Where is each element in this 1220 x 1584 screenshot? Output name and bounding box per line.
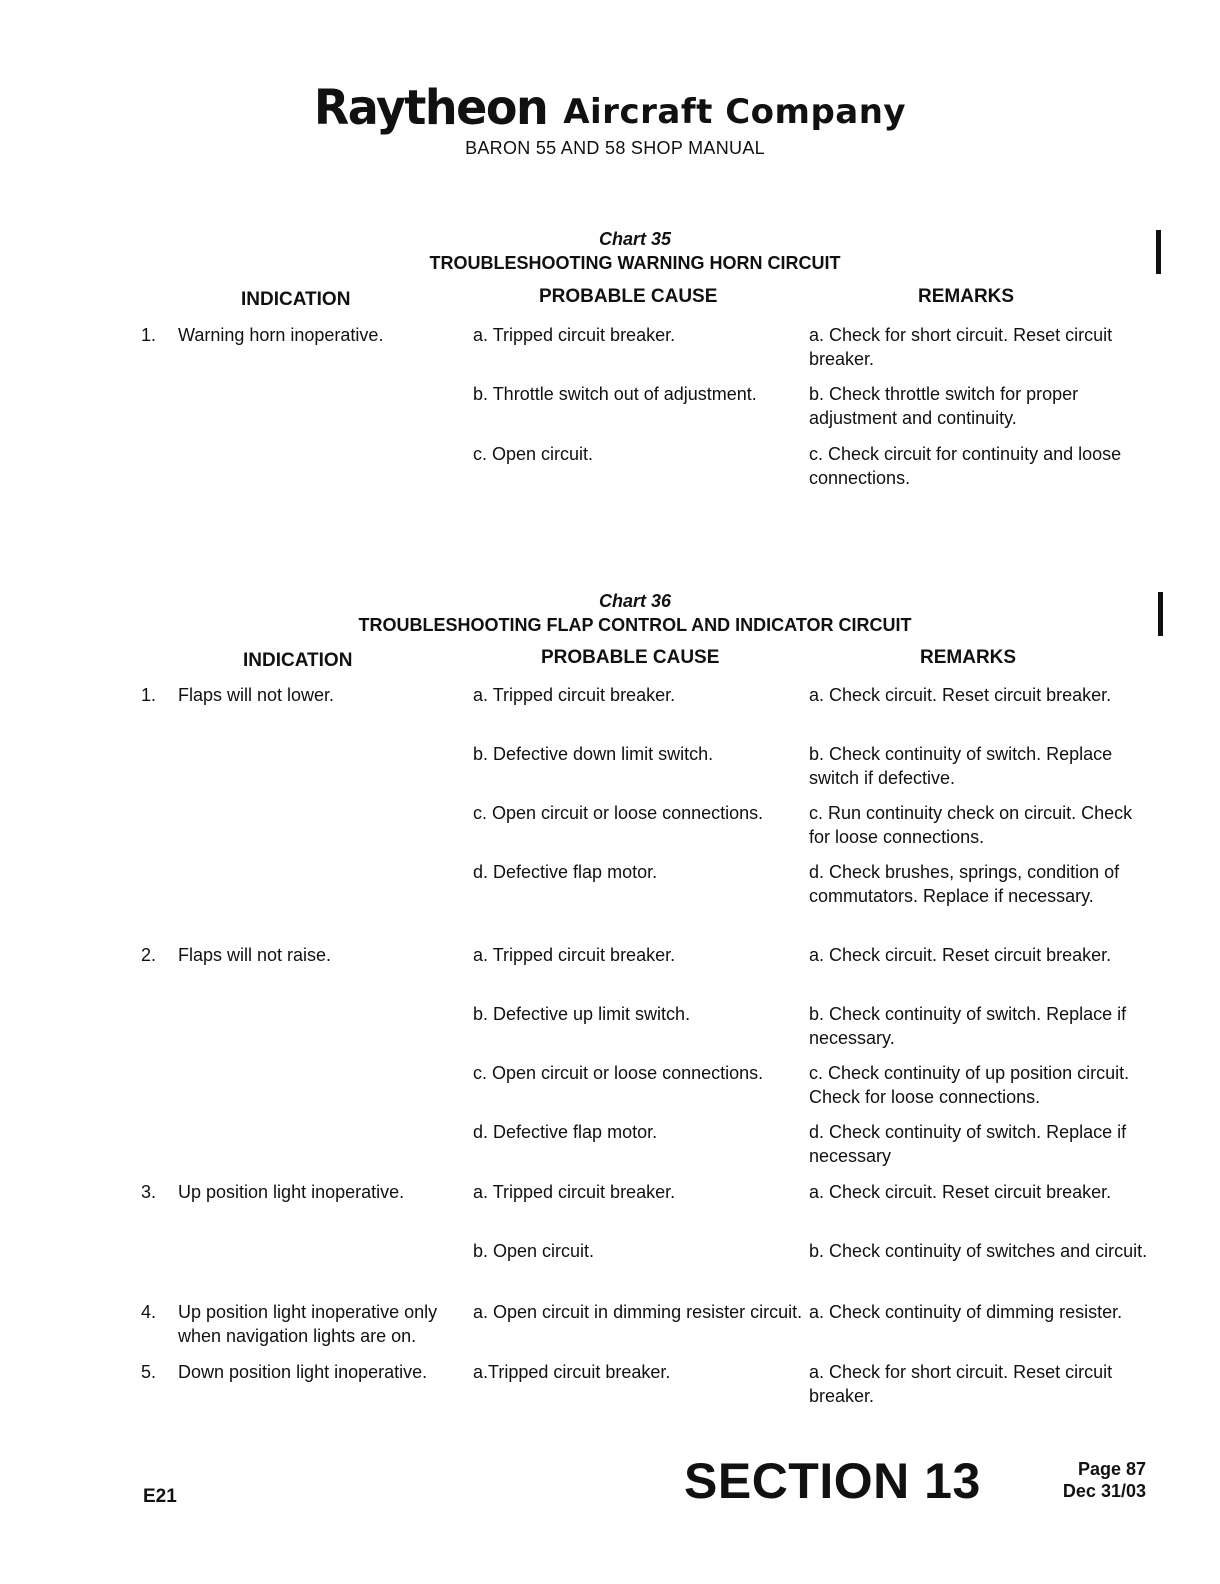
row-indication: Up position light inoperative. xyxy=(178,1182,405,1202)
chart36-col-remarks: REMARKS xyxy=(920,647,1017,668)
brand-name: Raytheon xyxy=(313,78,548,136)
row-remark: d. Check brushes, springs, condition of commutators. Replace if necessary. xyxy=(809,862,1120,906)
row-number: 3. xyxy=(141,1182,157,1202)
row-indication: Flaps will not raise. xyxy=(178,945,332,965)
page-info xyxy=(1040,1458,1146,1502)
chart35-heading xyxy=(0,227,1220,275)
brand-tail: Aircraft Company xyxy=(563,92,907,132)
effectivity-code: E21 xyxy=(143,1486,177,1507)
row-remark: a. Check continuity of dimming resister. xyxy=(809,1302,1123,1322)
row-number: 2. xyxy=(141,945,157,965)
row-cause: a.Tripped circuit breaker. xyxy=(473,1362,671,1382)
row-cause: b. Open circuit. xyxy=(473,1241,595,1261)
chart36-heading xyxy=(0,589,1220,637)
revision-date: Dec 31/03 xyxy=(1062,1481,1146,1501)
row-remark: a. Check for short circuit. Reset circuit breaker. xyxy=(809,325,1113,369)
row-cause: a. Open circuit in dimming resister circuit. xyxy=(473,1302,803,1322)
row-remark: c. Check continuity of up position circuit. Check for loose connections. xyxy=(809,1063,1130,1107)
chart35-col-cause: PROBABLE CAUSE xyxy=(539,286,718,307)
company-logo xyxy=(0,80,1220,134)
row-remark: a. Check circuit. Reset circuit breaker. xyxy=(809,685,1112,705)
row-cause: c. Open circuit. xyxy=(473,444,594,464)
row-cause: c. Open circuit or loose connections. xyxy=(473,1063,764,1083)
revision-bar xyxy=(1158,592,1163,636)
row-remark: b. Check continuity of switches and circuit. xyxy=(809,1241,1148,1261)
chart35-col-indication: INDICATION xyxy=(241,289,351,310)
row-number: 1. xyxy=(141,325,157,345)
row-remark: d. Check continuity of switch. Replace if necessary xyxy=(809,1122,1127,1166)
chart36-number: Chart 36 xyxy=(598,591,672,611)
page-number: Page 87 xyxy=(1077,1459,1146,1479)
row-remark: b. Check continuity of switch. Replace switch if defective. xyxy=(809,744,1113,788)
manual-title: BARON 55 AND 58 SHOP MANUAL xyxy=(465,138,765,158)
row-remark: c. Run continuity check on circuit. Check for loose connections. xyxy=(809,803,1133,847)
row-remark: b. Check throttle switch for proper adjustment and continuity. xyxy=(809,384,1079,428)
chart36-col-cause: PROBABLE CAUSE xyxy=(541,647,720,668)
row-cause: c. Open circuit or loose connections. xyxy=(473,803,764,823)
row-remark: a. Check circuit. Reset circuit breaker. xyxy=(809,945,1112,965)
row-indication: Down position light inoperative. xyxy=(178,1362,428,1382)
row-number: 4. xyxy=(141,1302,157,1322)
row-cause: a. Tripped circuit breaker. xyxy=(473,325,676,345)
row-cause: d. Defective flap motor. xyxy=(473,1122,658,1142)
row-remark: a. Check for short circuit. Reset circuit breaker. xyxy=(809,1362,1113,1406)
row-indication: Warning horn inoperative. xyxy=(178,325,384,345)
row-remark: b. Check continuity of switch. Replace if necessary. xyxy=(809,1004,1127,1048)
section-title: SECTION 13 xyxy=(684,1453,981,1509)
row-indication: Flaps will not lower. xyxy=(178,685,335,705)
row-cause: b. Defective down limit switch. xyxy=(473,744,714,764)
row-remark: c. Check circuit for continuity and loose connections. xyxy=(809,444,1122,488)
row-cause: a. Tripped circuit breaker. xyxy=(473,685,676,705)
chart36-title: TROUBLESHOOTING FLAP CONTROL AND INDICATOR CIRCUIT xyxy=(358,615,912,635)
chart36-col-indication: INDICATION xyxy=(243,650,353,671)
row-number: 1. xyxy=(141,685,157,705)
row-cause: d. Defective flap motor. xyxy=(473,862,658,882)
row-number: 5. xyxy=(141,1362,157,1382)
row-indication: Up position light inoperative only when navigation lights are on. xyxy=(178,1302,438,1346)
chart35-number: Chart 35 xyxy=(598,229,672,249)
document-header xyxy=(0,80,1220,159)
row-remark: a. Check circuit. Reset circuit breaker. xyxy=(809,1182,1112,1202)
row-cause: a. Tripped circuit breaker. xyxy=(473,1182,676,1202)
row-cause: b. Defective up limit switch. xyxy=(473,1004,691,1024)
revision-bar xyxy=(1156,230,1161,274)
chart35-title: TROUBLESHOOTING WARNING HORN CIRCUIT xyxy=(429,253,841,273)
chart35-col-remarks: REMARKS xyxy=(918,286,1015,307)
row-cause: a. Tripped circuit breaker. xyxy=(473,945,676,965)
row-cause: b. Throttle switch out of adjustment. xyxy=(473,384,757,404)
